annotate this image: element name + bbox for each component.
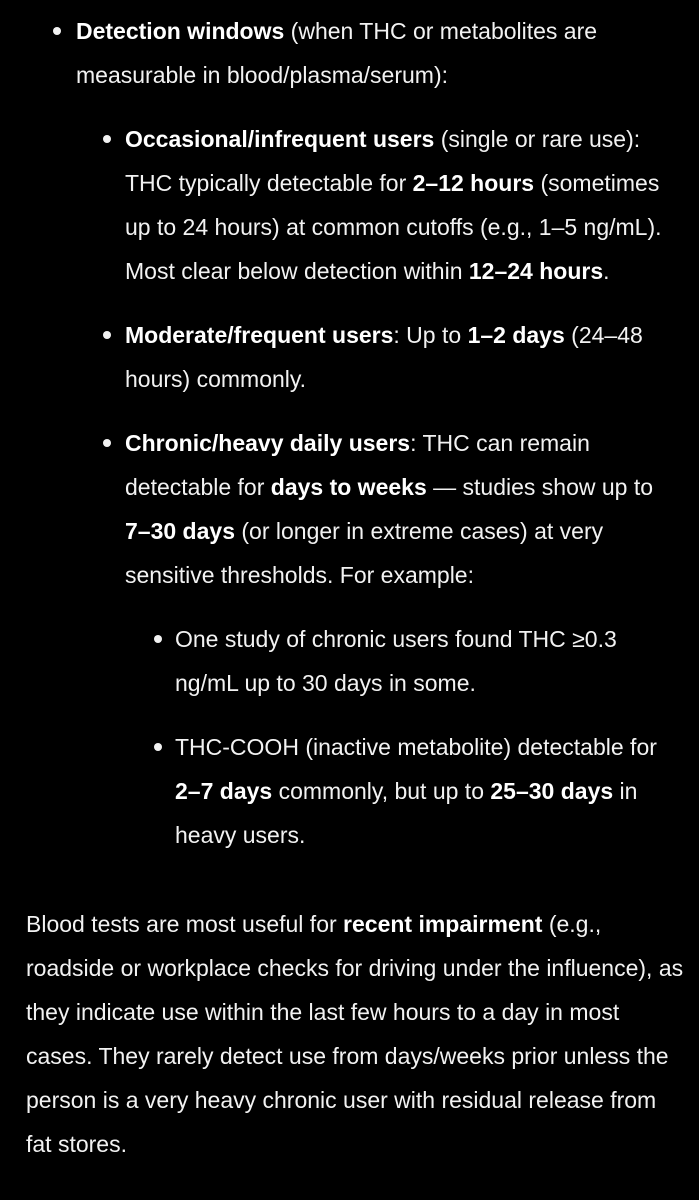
list-item-occasional-users: [0, 117, 699, 293]
bold-term: 1–2 days: [467, 322, 565, 348]
bold-term: Moderate/frequent users: [125, 322, 394, 348]
list-item-text: [125, 421, 675, 597]
text-span: in heavy users.: [175, 778, 638, 848]
bullet-dot-icon: [154, 743, 162, 751]
summary-paragraph: [26, 902, 686, 1166]
list-item-text: One study of chronic users found THC ≥0.3 ng/mL up to 30 days in some.: [175, 626, 617, 696]
text-span: (sometimes up to 24 hours) at common cutoffs (e.g., 1–5 ng/mL). Most clear below detection within: [125, 170, 662, 284]
bold-term: days to weeks: [270, 474, 427, 500]
text-span: THC-COOH (inactive metabolite) detectable for: [175, 734, 657, 760]
text-span: (24–48 hours) commonly.: [125, 322, 643, 392]
text-span: : THC can remain detectable for: [125, 430, 590, 500]
text-span: (e.g., roadside or workplace checks for driving under the influence), as they indicate use within the last few hours to a day in most cases. They rarely detect use from days/weeks prior unless the person is a very heavy chronic user with residual release from fat stores.: [26, 911, 684, 1157]
bold-term: 7–30 days: [125, 518, 235, 544]
nested-list: [0, 617, 699, 857]
bullet-dot-icon: [154, 635, 162, 643]
bullet-list: [0, 9, 699, 877]
list-item-text: [76, 9, 676, 97]
text-span: .: [603, 258, 610, 284]
bold-term: 2–12 hours: [412, 170, 535, 196]
list-item-chronic-users: [0, 421, 699, 857]
list-item-detection-windows: [0, 9, 699, 857]
text-span: (or longer in extreme cases) at very sensitive thresholds. For example:: [125, 518, 604, 588]
nested-list: [0, 117, 699, 857]
list-item-text: [175, 725, 675, 857]
text-span: (single or rare use): THC typically detectable for: [125, 126, 641, 196]
bullet-dot-icon: [103, 331, 111, 339]
list-item-chronic-study: [0, 617, 699, 705]
bold-term: Chronic/heavy daily users: [125, 430, 411, 456]
text-span: (when THC or metabolites are measurable in blood/plasma/serum):: [76, 18, 598, 88]
bold-term: recent impairment: [343, 911, 543, 937]
text-span: Blood tests are most useful for: [26, 911, 344, 937]
bold-term: Detection windows: [76, 18, 285, 44]
bullet-dot-icon: [103, 439, 111, 447]
bold-term: 2–7 days: [175, 778, 273, 804]
bullet-dot-icon: [53, 27, 61, 35]
bold-term: 25–30 days: [490, 778, 614, 804]
list-item-text: [125, 313, 675, 401]
bold-term: 12–24 hours: [468, 258, 604, 284]
text-span: — studies show up to: [426, 474, 654, 500]
bullet-dot-icon: [103, 135, 111, 143]
text-span: : Up to: [393, 322, 468, 348]
list-item-moderate-users: [0, 313, 699, 401]
bold-term: Occasional/infrequent users: [125, 126, 435, 152]
list-item-thc-cooh: [0, 725, 699, 857]
list-item-text: [125, 117, 675, 293]
text-span: commonly, but up to: [272, 778, 491, 804]
